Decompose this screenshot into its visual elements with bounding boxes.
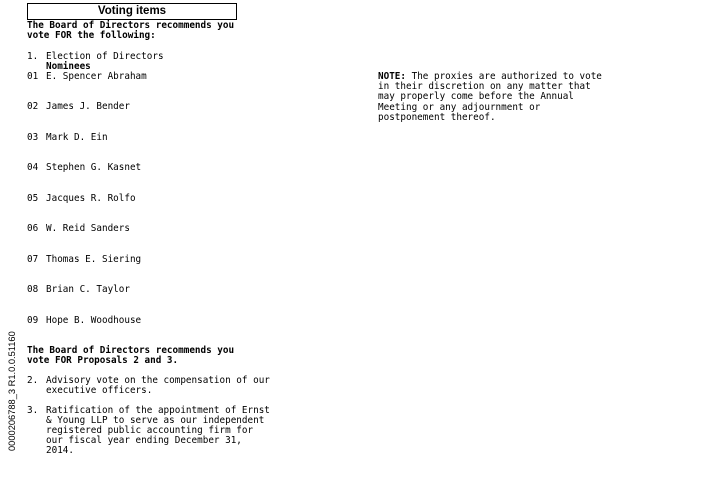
side-document-code: 0000206788_3 R1.0.0.51160 bbox=[6, 331, 17, 451]
nominee-name: Mark D. Ein bbox=[46, 132, 108, 143]
nominee-name: Thomas E. Siering bbox=[46, 254, 142, 265]
nominee-name: E. Spencer Abraham bbox=[46, 71, 147, 82]
item-2-line2: executive officers. bbox=[46, 385, 153, 396]
nominee-number: 01 bbox=[27, 71, 39, 82]
item-3-line2: & Young LLP to serve as our independent bbox=[46, 415, 265, 426]
nominee-name: Jacques R. Rolfo bbox=[46, 193, 136, 204]
recommendation-1-line2: vote FOR the following: bbox=[27, 30, 156, 41]
nominee-name: Stephen G. Kasnet bbox=[46, 162, 142, 173]
nominee-name: James J. Bender bbox=[46, 101, 130, 112]
recommendation-2-line2: vote FOR Proposals 2 and 3. bbox=[27, 355, 179, 366]
item-3-line4: our fiscal year ending December 31, bbox=[46, 435, 242, 446]
nominee-number: 02 bbox=[27, 101, 39, 112]
nominee-number: 03 bbox=[27, 132, 39, 143]
nominee-number: 06 bbox=[27, 223, 39, 234]
item-2-number: 2. bbox=[27, 375, 39, 386]
item-3-line1: Ratification of the appointment of Ernst bbox=[46, 405, 270, 416]
nominee-number: 09 bbox=[27, 315, 39, 326]
nominee-name: Brian C. Taylor bbox=[46, 284, 130, 295]
item-2-line1: Advisory vote on the compensation of our bbox=[46, 375, 270, 386]
item-1-number: 1. bbox=[27, 51, 39, 62]
item-3-line5: 2014. bbox=[46, 445, 74, 456]
item-3-number: 3. bbox=[27, 405, 39, 416]
nominee-number: 05 bbox=[27, 193, 39, 204]
recommendation-2-line1: The Board of Directors recommends you bbox=[27, 345, 235, 356]
nominee-number: 04 bbox=[27, 162, 39, 173]
nominee-number: 08 bbox=[27, 284, 39, 295]
item-1-label: Election of Directors bbox=[46, 51, 164, 62]
nominee-name: W. Reid Sanders bbox=[46, 223, 130, 234]
note-paragraph bbox=[378, 72, 608, 123]
note-label: NOTE: bbox=[378, 71, 406, 82]
nominees-heading: Nominees bbox=[46, 61, 91, 72]
nominee-number: 07 bbox=[27, 254, 39, 265]
voting-items-title: Voting items bbox=[27, 3, 237, 20]
nominee-name: Hope B. Woodhouse bbox=[46, 315, 142, 326]
recommendation-1-line1: The Board of Directors recommends you bbox=[27, 20, 235, 31]
note-text: The proxies are authorized to vote in their discretion on any matter that may properly come before the Annual Meeting or any adjournment or postponement thereof. bbox=[378, 71, 602, 123]
item-3-line3: registered public accounting firm for bbox=[46, 425, 254, 436]
